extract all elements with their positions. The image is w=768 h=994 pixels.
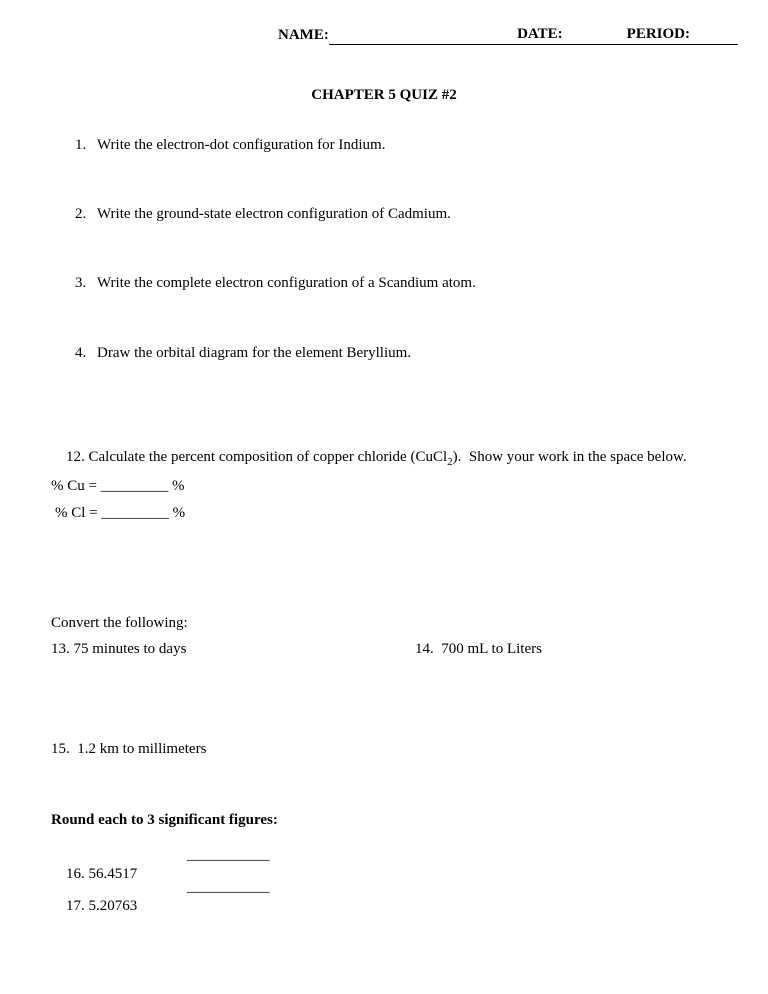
page-title: CHAPTER 5 QUIZ #2 [311, 87, 457, 103]
chemical-subscript: 2 [447, 456, 453, 468]
question-13: 13. 75 minutes to days [51, 641, 187, 657]
period-label: PERIOD: [627, 25, 690, 45]
date-label: DATE: [517, 25, 563, 45]
name-blank-line[interactable] [329, 25, 517, 45]
question-3-text: Write the complete electron configuration of a Scandium atom. [97, 275, 476, 291]
convert-heading: Convert the following: [51, 615, 188, 631]
name-label: NAME: [278, 27, 329, 43]
header-fill-in-row [278, 26, 738, 45]
question-1 [75, 136, 385, 155]
question-17 [51, 878, 270, 954]
question-1-text: Write the electron-dot configuration for Indium. [97, 137, 386, 153]
question-17-answer-blank[interactable]: ___________ [187, 879, 270, 895]
question-4 [75, 344, 411, 363]
question-16-text: 16. 56.4517 [66, 866, 138, 882]
question-12-text-prefix: 12. Calculate the percent composition of copper chloride (CuCl [66, 449, 448, 465]
question-2-number: 2. [75, 206, 87, 222]
question-1-number: 1. [75, 137, 87, 153]
question-3-number: 3. [75, 275, 87, 291]
question-2-text: Write the ground-state electron configuration of Cadmium. [97, 206, 451, 222]
period-blank-line[interactable] [690, 25, 738, 45]
question-16-answer-blank[interactable]: ___________ [187, 847, 270, 863]
question-15: 15. 1.2 km to millimeters [51, 741, 207, 757]
question-12-text-suffix: ). Show your work in the space below. [452, 449, 687, 465]
round-heading: Round each to 3 significant figures: [51, 812, 278, 828]
question-17-text: 17. 5.20763 [66, 898, 138, 914]
date-blank-line[interactable] [563, 25, 627, 45]
percent-cl-answer-line[interactable]: % Cl = _________ % [55, 505, 186, 521]
question-2 [75, 205, 451, 224]
percent-cu-answer-line[interactable]: % Cu = _________ % [51, 478, 185, 494]
question-3 [75, 274, 476, 293]
question-4-text: Draw the orbital diagram for the element Beryllium. [97, 345, 412, 361]
question-4-number: 4. [75, 345, 87, 361]
question-14: 14. 700 mL to Liters [415, 641, 542, 657]
